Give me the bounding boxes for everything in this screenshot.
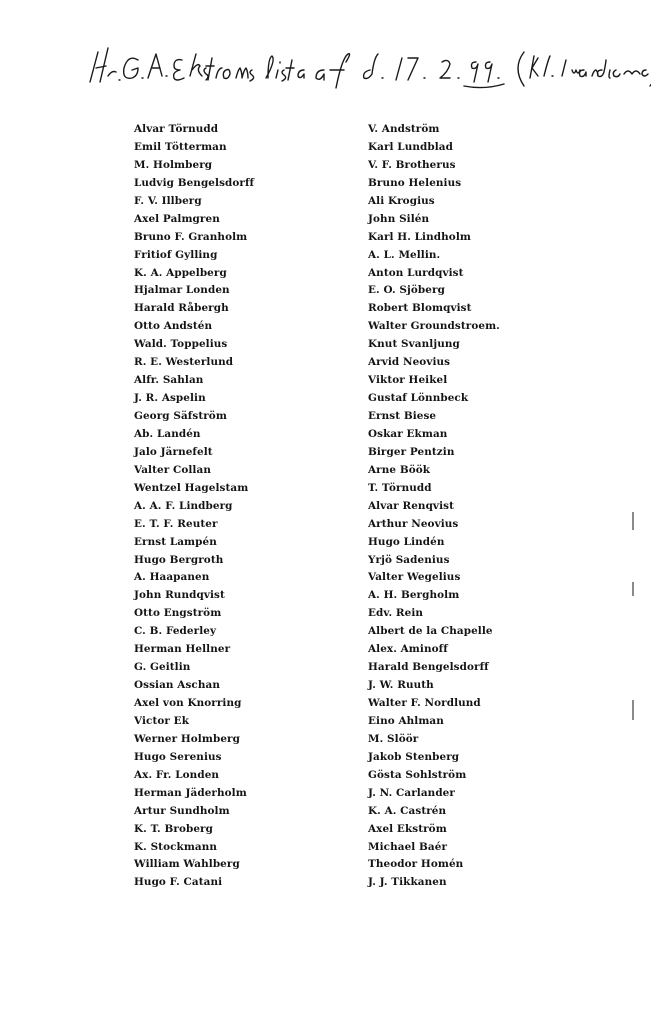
name-entry: Jalo Järnefelt [134,445,213,458]
name-entry: K. T. Broberg [134,822,213,835]
name-entry: Ab. Landén [134,427,201,440]
name-entry: F. V. Illberg [134,194,202,207]
name-entry: John Silén [368,212,430,225]
name-entry: Valter Collan [134,463,211,476]
name-entry: V. Andström [368,123,440,135]
name-entry: Arthur Neovius [368,517,459,530]
name-entry: Ali Krogius [368,194,435,207]
name-entry: Axel von Knorring [134,697,242,709]
name-entry: Alvar Törnudd [134,123,219,135]
scan-mark [632,512,634,530]
name-entry: C. B. Federley [134,625,217,638]
name-entry: T. Törnudd [368,481,432,494]
name-entry: M. Slöör [368,732,419,745]
name-entry: J. W. Ruuth [368,679,434,692]
name-entry: A. L. Mellin. [368,248,441,261]
name-entry: Bruno Helenius [368,176,462,189]
name-entry: Karl Lundblad [368,140,453,153]
name-entry: Herman Jäderholm [134,786,247,799]
name-entry: Hugo Lindén [368,535,445,548]
name-entry: Yrjö Sadenius [368,553,450,566]
name-entry: Fritiof Gylling [134,248,218,261]
name-entry: Harald Bengelsdorff [368,661,489,674]
name-entry: Gustaf Lönnbeck [368,392,469,405]
name-entry: Eino Ahlman [368,714,444,727]
name-entry: Arne Böök [368,463,431,476]
name-entry: V. F. Brotherus [368,158,456,171]
name-entry: K. A. Castrén [368,804,447,817]
name-entry: Walter Groundstroem. [368,320,500,333]
name-entry: Otto Engström [134,607,222,620]
name-entry: Hugo Bergroth [134,553,224,566]
name-entry: Robert Blomqvist [368,302,472,315]
name-entry: Hugo F. Catani [134,876,223,889]
name-entry: William Wahlberg [134,858,240,871]
name-entry: J. N. Carlander [368,786,455,799]
name-entry: Axel Ekström [368,822,447,835]
name-entry: Alex. Aminoff [368,643,448,656]
name-entry: Ernst Lampén [134,535,217,548]
scan-mark [632,582,634,596]
name-entry: Albert de la Chapelle [368,625,493,638]
name-entry: Jakob Stenberg [368,750,460,763]
name-entry: Walter F. Nordlund [368,697,481,709]
name-entry: R. E. Westerlund [134,356,234,369]
name-list-left [134,121,354,892]
name-entry: Werner Holmberg [134,732,240,745]
name-entry: Arvid Neovius [368,356,451,369]
name-entry: Ax. Fr. Londen [134,768,220,781]
name-entry: Anton Lurdqvist [368,266,464,279]
name-entry: J. R. Aspelin [134,392,206,405]
name-entry: J. J. Tikkanen [368,876,447,889]
name-entry: A. Haapanen [134,571,210,584]
name-entry: M. Holmberg [134,158,213,171]
name-entry: K. Stockmann [134,840,218,853]
name-entry: Bruno F. Granholm [134,230,248,243]
name-entry: Ossian Aschan [134,679,220,692]
name-entry: Birger Pentzin [368,445,455,458]
name-entry: Otto Andstén [134,320,213,333]
name-entry: G. Geitlin [134,661,191,674]
name-entry: Victor Ek [134,714,189,727]
name-entry: Ludvig Bengelsdorff [134,176,255,189]
name-entry: A. A. F. Lindberg [134,499,233,512]
name-entry: Hjalmar Londen [134,284,230,297]
name-entry: Alvar Renqvist [368,499,454,512]
name-entry: Georg Säfström [134,410,227,422]
handwriting-strokes [86,40,626,98]
name-entry: Wald. Toppelius [134,338,228,351]
name-entry: Edv. Rein [368,607,424,620]
name-list-right [368,121,598,892]
name-entry: Valter Wegelius [368,571,461,584]
name-entry: Axel Palmgren [134,212,220,225]
name-entry: K. A. Appelberg [134,266,227,279]
name-entry: Artur Sundholm [134,804,230,817]
name-entry: Hugo Serenius [134,750,222,763]
name-entry: Theodor Homén [368,858,464,871]
name-entry: Herman Hellner [134,643,231,656]
name-entry: Viktor Heikel [368,374,448,387]
name-entry: Harald Råbergh [134,302,229,315]
handwritten-heading [86,40,626,98]
name-entry: Wentzel Hagelstam [134,481,249,494]
name-entry: Oskar Ekman [368,427,448,440]
name-entry: Gösta Sohlström [368,768,467,781]
name-entry: Karl H. Lindholm [368,230,471,243]
name-entry: Michael Baér [368,840,448,853]
name-entry: A. H. Bergholm [368,589,460,602]
name-entry: Ernst Biese [368,410,437,422]
name-entry: Emil Tötterman [134,140,227,153]
name-entry: Knut Svanljung [368,338,460,351]
name-entry: Alfr. Sahlan [134,374,204,387]
name-entry: John Rundqvist [134,589,225,602]
name-entry: E. O. Sjöberg [368,284,445,297]
scan-mark [632,700,634,720]
name-entry: E. T. F. Reuter [134,517,218,530]
